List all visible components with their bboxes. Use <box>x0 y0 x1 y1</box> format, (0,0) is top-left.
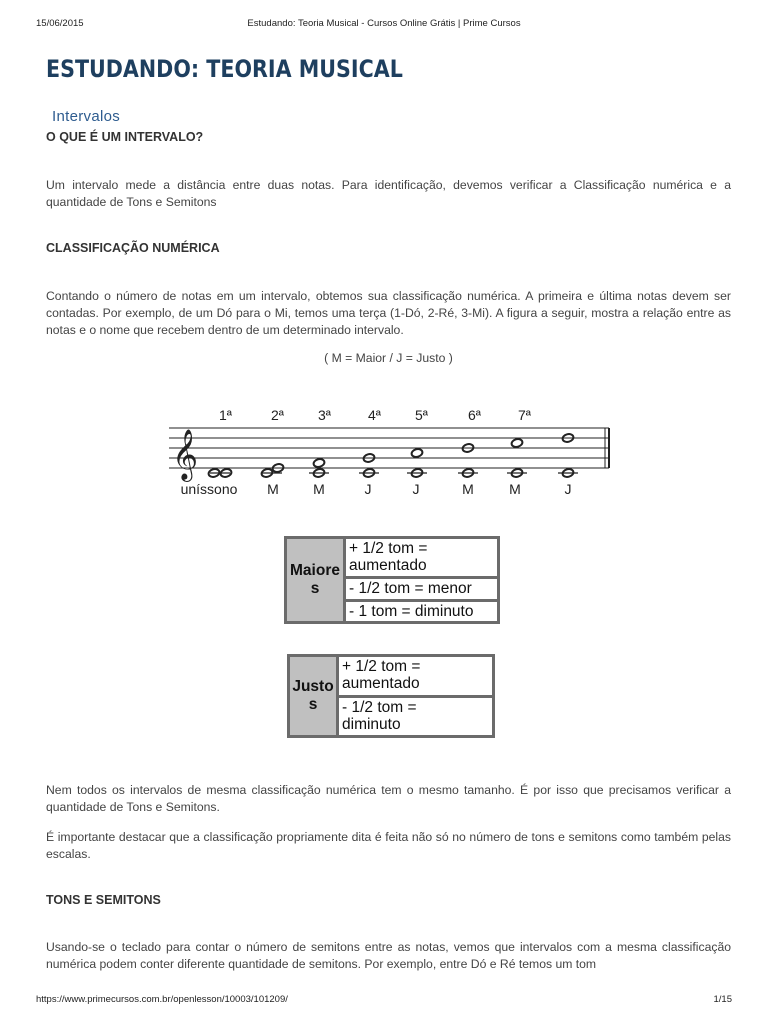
interval-quality-label: uníssono <box>180 481 238 497</box>
paragraph-tones-semitones: Usando-se o teclado para contar o número de semitons entre as notas, vemos que intervalos com a mesma classificação numérica podem conter diferente quantidade de semitons. Por exemplo, entre Dó e Ré temos um tom <box>46 940 731 971</box>
heading-numeric-classification: CLASSIFICAÇÃO NUMÉRICA <box>46 241 220 255</box>
whole-note <box>511 438 524 448</box>
table-cell-text: diminuto <box>342 715 401 733</box>
table-major-row-minor <box>346 579 497 602</box>
table-cell-text: - 1/2 tom = <box>342 698 417 716</box>
paragraph-classification-note: É importante destacar que a classificação propriamente dita é feita não só no número de tons e semitons como também pelas escalas. <box>46 830 731 861</box>
table-perfect-header-line2: s <box>308 696 318 713</box>
interval-number-label: 2ª <box>271 407 284 423</box>
table-perfect-intervals <box>287 654 495 738</box>
table-perfect-header <box>290 657 339 735</box>
interval-quality-label: M <box>509 481 521 497</box>
interval-quality-label: M <box>267 481 279 497</box>
table-perfect-header-line1: Justo <box>292 678 334 695</box>
page-title: ESTUDANDO: TEORIA MUSICAL <box>46 55 403 83</box>
print-page-title: Estudando: Teoria Musical - Cursos Online Grátis | Prime Cursos <box>247 18 521 29</box>
table-cell-text: aumentado <box>342 675 420 692</box>
table-major-intervals <box>284 536 500 624</box>
interval-number-label: 7ª <box>518 407 531 423</box>
interval-quality-label: J <box>564 481 572 497</box>
table-perfect-row-augmented <box>339 657 492 698</box>
table-major-row-diminished <box>346 602 497 621</box>
heading-what-is-interval: O QUE É UM INTERVALO? <box>46 130 204 144</box>
table-cell-text: + 1/2 tom = <box>349 540 428 557</box>
table-major-header <box>287 539 346 621</box>
table-cell-text: - 1 tom = diminuto <box>349 602 474 620</box>
interval-number-label: 1ª <box>219 407 232 423</box>
table-cell-text: + 1/2 tom = <box>342 658 421 675</box>
section-title: Intervalos <box>52 108 121 125</box>
interval-quality-label: M <box>462 481 474 497</box>
interval-staff-figure <box>164 405 614 500</box>
print-page-number: 1/15 <box>713 994 732 1005</box>
table-major-header-line2: s <box>310 580 320 597</box>
whole-note <box>411 448 424 458</box>
treble-clef-icon <box>172 429 198 482</box>
heading-tones-semitones: TONS E SEMITONS <box>46 893 161 907</box>
table-cell-text: aumentado <box>349 557 427 574</box>
interval-quality-label: J <box>364 481 372 497</box>
legend-note: ( M = Maior / J = Justo ) <box>324 351 453 365</box>
print-url: https://www.primecursos.com.br/openlesson/10003/101209/ <box>36 994 288 1005</box>
svg-text:𝄞: 𝄞 <box>172 429 199 480</box>
paragraph-intro: Um intervalo mede a distância entre duas notas. Para identificação, devemos verificar a Classificação numérica e a quantidade de Tons e Semitons <box>46 178 731 209</box>
interval-number-label: 4ª <box>368 407 381 423</box>
table-major-header-line1: Maiore <box>290 562 340 579</box>
paragraph-numeric-classification: Contando o número de notas em um intervalo, obtemos sua classificação numérica. A primeira e última notas devem ser contadas. Por exemplo, de um Dó para o Mi, temos uma terça (1-Dó, 2-Ré, 3-Mi). A figura a seguir, mostra a relação entre as notas e o nome que recebem dentro de um determinado intervalo. <box>46 289 731 337</box>
interval-number-label: 6ª <box>468 407 481 423</box>
interval-number-label: 5ª <box>415 407 428 423</box>
interval-quality-label: J <box>412 481 420 497</box>
print-header <box>36 18 732 32</box>
print-footer <box>36 994 732 1008</box>
interval-number-label: 3ª <box>318 407 331 423</box>
paragraph-interval-size: Nem todos os intervalos de mesma classificação numérica tem o mesmo tamanho. É por isso que precisamos verificar a quantidade de Tons e Semitons. <box>46 783 731 814</box>
whole-note <box>313 458 326 468</box>
interval-quality-label: M <box>313 481 325 497</box>
table-cell-text: - 1/2 tom = menor <box>349 579 472 597</box>
table-perfect-row-diminished <box>339 698 492 735</box>
table-major-row-augmented <box>346 539 497 579</box>
print-date: 15/06/2015 <box>36 18 84 29</box>
